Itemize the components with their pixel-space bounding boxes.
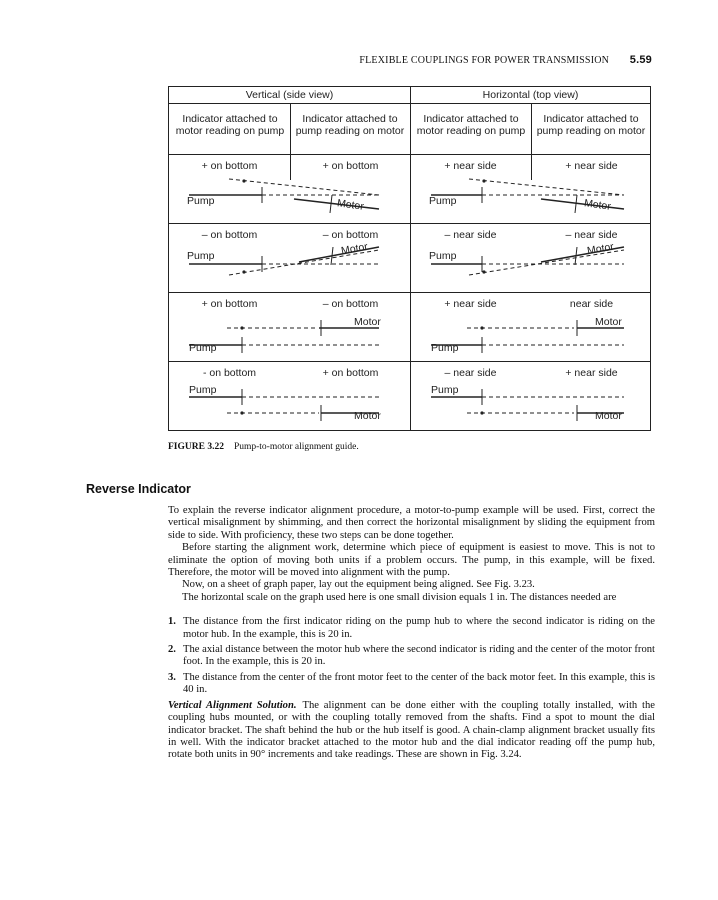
row2-label-1: – on bottom xyxy=(201,229,258,241)
list-item xyxy=(168,616,655,641)
list-item-text: The distance from the first indicator riding on the pump hub to where the second indicator is riding on the motor hub. In the example, this is 20 in. xyxy=(183,616,655,640)
motor-label-r2a: Motor xyxy=(340,240,369,258)
motor-label-r3b: Motor xyxy=(595,316,622,328)
list-item xyxy=(168,672,655,697)
row3-label-3: + near side xyxy=(444,298,497,310)
row3-label-1: + on bottom xyxy=(201,298,258,310)
list-item-number: 1. xyxy=(168,616,176,628)
row1-label-2: + on bottom xyxy=(322,160,379,172)
paragraph-3: Now, on a sheet of graph paper, lay out the equipment being aligned. See Fig. 3.23. xyxy=(182,579,535,591)
subheader-3: Indicator attached to motor reading on pump xyxy=(416,113,526,137)
paragraph-2: Before starting the alignment work, determine which piece of equipment is easiest to move. This is not to eliminate the option of moving both units if a problem occurs. The pump, in this example, will be fixed. Therefore, the motor will be moved into alignment with the pump. xyxy=(168,542,655,579)
subheader-1: Indicator attached to motor reading on pump xyxy=(175,113,285,137)
row2-label-3: – near side xyxy=(444,229,497,241)
paragraph-1: To explain the reverse indicator alignment procedure, a motor-to-pump example will be used. First, correct the vertical misalignment by shimming, and then correct the horizontal misalignment by sliding the equipment from side to side. With proficiency, these two steps can be done together. xyxy=(168,505,655,541)
subsection-title: Vertical Alignment Solution. xyxy=(168,699,297,711)
pump-label-r4a: Pump xyxy=(189,384,217,396)
motor-label-r3a: Motor xyxy=(354,316,381,328)
row3-label-2: – on bottom xyxy=(322,298,379,310)
pump-label-r3b: Pump xyxy=(431,342,459,354)
subheader-4: Indicator attached to pump reading on motor xyxy=(536,113,646,137)
pump-label-r2a: Pump xyxy=(187,250,215,262)
subsection xyxy=(168,700,655,762)
page-number: 5.59 xyxy=(629,54,652,66)
list-item-number: 3. xyxy=(168,671,176,683)
figure-label: FIGURE 3.22 xyxy=(168,442,224,452)
motor-label-r2b: Motor xyxy=(586,240,615,258)
row4-label-3: – near side xyxy=(444,367,497,379)
pump-label-r1a: Pump xyxy=(187,195,215,207)
pump-label-r1b: Pump xyxy=(429,195,457,207)
shaft-diagrams xyxy=(169,87,652,432)
pump-label-r2b: Pump xyxy=(429,250,457,262)
row4-label-2: + on bottom xyxy=(322,367,379,379)
row4-label-4: + near side xyxy=(565,367,618,379)
section-heading: Reverse Indicator xyxy=(86,482,191,496)
pump-label-r3a: Pump xyxy=(189,342,217,354)
row1-label-1: + on bottom xyxy=(201,160,258,172)
paragraph-4: The horizontal scale on the graph used here is one small division equals 1 in. The distances needed are xyxy=(182,591,617,603)
motor-label-r1b: Motor xyxy=(583,197,612,213)
alignment-guide-figure xyxy=(168,86,651,431)
motor-label-r4b: Motor xyxy=(595,410,622,422)
col-header-horizontal: Horizontal (top view) xyxy=(482,89,579,101)
row2-label-4: – near side xyxy=(565,229,618,241)
list-item-text: The distance from the center of the front motor feet to the center of the back motor feet. In this example, this is 40 in. xyxy=(183,671,655,696)
motor-label-r4a: Motor xyxy=(354,410,381,422)
figure-caption xyxy=(168,442,359,452)
subsection-text: The alignment can be done either with the coupling totally installed, with the coupling hubs mounted, or with the coupling totally removed from the shafts. Find a spot to mount the dial indicator bracket. The shaft behind the hub or the hub itself is good. A chain-clamp alignment bracket usually fits in well. With the indicator bracket attached to the motor hub and the dial indicator reading off the pump hub, rotate both units in 90° increments and take readings. These are shown in Fig. 3.24. xyxy=(168,699,655,761)
list-item-text: The axial distance between the motor hub where the second indicator is riding and the center of the motor front foot. In the example, this is 20 in. xyxy=(183,644,655,668)
list-item xyxy=(168,644,655,669)
col-header-vertical: Vertical (side view) xyxy=(245,89,334,101)
row4-label-1: - on bottom xyxy=(202,367,257,379)
figure-caption-text: Pump-to-motor alignment guide. xyxy=(233,442,359,452)
running-header xyxy=(359,54,652,66)
motor-label-r1a: Motor xyxy=(336,197,365,213)
row2-label-2: – on bottom xyxy=(322,229,379,241)
subheader-2: Indicator attached to pump reading on motor xyxy=(295,113,405,137)
pump-label-r4b: Pump xyxy=(431,384,459,396)
row3-label-4: near side xyxy=(569,298,614,310)
list-item-number: 2. xyxy=(168,644,176,656)
distances-list xyxy=(168,616,655,696)
running-title: FLEXIBLE COUPLINGS FOR POWER TRANSMISSION xyxy=(359,55,610,66)
row1-label-4: + near side xyxy=(565,160,618,172)
row1-label-3: + near side xyxy=(444,160,497,172)
body-text xyxy=(168,505,655,762)
